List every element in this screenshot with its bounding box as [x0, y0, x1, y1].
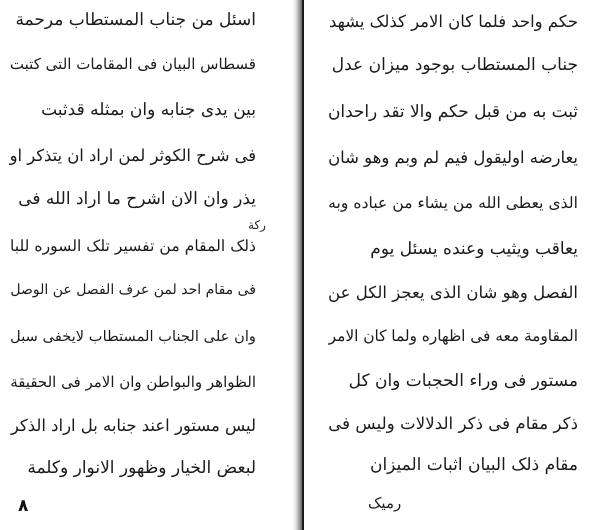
left-line-5: یذر وان الان اشرح ما اراد الله فی: [18, 189, 256, 209]
right-line-2: جناب المستطاب بوجود میزان عدل: [331, 55, 578, 75]
left-line-4: فی شرح الکوثر لمن اراد ان یتذکر او: [9, 146, 256, 165]
book-gutter: [292, 0, 304, 530]
page-number: ٨: [18, 496, 29, 516]
right-line-6: یعاقب ویثیب وعنده یسئل یوم: [370, 239, 578, 259]
left-line-6: ذلک المقام من تفسیر تلک السوره للبا: [9, 236, 256, 255]
left-line-7: فی مقام احد لمن عرف الفصل عن الوصل: [10, 282, 256, 298]
right-line-1: حکم واحد فلما کان الامر کذلک یشهد: [329, 12, 578, 31]
right-line-5: الذی یعطی الله من یشاء من عباده وبه: [328, 193, 578, 212]
left-line-2: قسطاس البيان فی المقامات التی کتبت: [9, 55, 256, 73]
left-page: [0, 0, 292, 530]
right-line-9: مستور فی وراء الحجبات وان کل: [348, 371, 578, 391]
right-line-11: مقام ذلک البیان اثبات المیزان: [369, 455, 578, 475]
left-line-10: لیس مستور اعند جنابه بل اراد الذکر: [10, 416, 256, 435]
right-line-10: ذکر مقام فی ذکر الدلالات ولیس فی: [328, 414, 578, 433]
catchword: رمیک: [368, 494, 402, 512]
left-line-1: اسئل من جناب المستطاب مرحمة: [15, 10, 256, 30]
left-line-9: الظواهر والبواطن وان الامر فی الحقیقة: [10, 373, 256, 391]
right-line-4: یعارضه اولیقول فیم لم وبم وهو شان: [328, 148, 578, 167]
right-page: [304, 0, 600, 530]
right-line-8: المقاومة معه فی اظهاره ولما کان الامر: [328, 327, 578, 345]
margin-note: رکة: [248, 218, 266, 232]
left-line-11: لبعض الخیار وظهور الانوار وکلمة: [27, 458, 256, 478]
right-line-7: الفصل وهو شان الذی یعجز الکل عن: [328, 283, 578, 302]
left-line-8: وان علی الجناب المستطاب لایخفی سبل: [10, 328, 256, 345]
left-line-3: بین یدی جنابه وان بمثله قدثبت: [41, 100, 256, 120]
right-line-3: ثبت به من قبل حکم والا تقد راحدان: [328, 101, 578, 121]
